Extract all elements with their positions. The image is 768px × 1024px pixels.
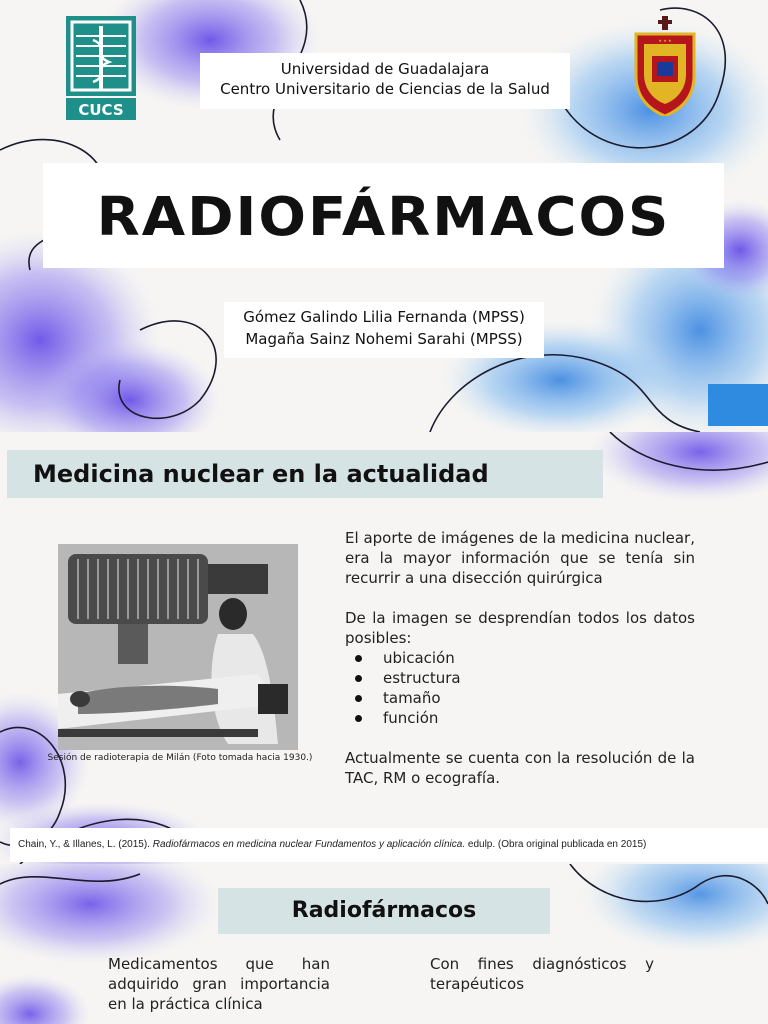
cover-slide	[0, 0, 768, 432]
author-1: Gómez Galindo Lilia Fernanda (MPSS)	[243, 308, 525, 326]
section-title: Medicina nuclear en la actualidad	[33, 460, 489, 488]
left-text-column: Medicamentos que han adquirido gran importancia en la práctica clínica	[108, 955, 330, 1013]
bullet-list	[355, 648, 695, 728]
bullet-icon	[355, 715, 362, 722]
reference-box	[10, 828, 768, 862]
bullet-icon	[355, 675, 362, 682]
main-title: RADIOFÁRMACOS	[96, 186, 671, 249]
right-text-column: Con fines diagnósticos y terapéuticos	[430, 955, 654, 993]
content-column	[345, 528, 695, 788]
paragraph-2: De la imagen se desprendían todos los datos posibles:	[345, 609, 695, 647]
authors-box	[224, 302, 544, 358]
svg-text:★ ★ ★: ★ ★ ★	[658, 38, 672, 43]
cucs-logo	[66, 16, 136, 120]
reference-citation: Chain, Y., & Illanes, L. (2015). Radiofármacos en medicina nuclear Fundamentos y aplicación clínica. edulp. (Obra original publicada en 2015)	[18, 839, 647, 850]
title-box	[43, 163, 724, 268]
section-title: Radiofármacos	[291, 898, 477, 923]
bullet-icon	[355, 655, 362, 662]
paragraph-1: El aporte de imágenes de la medicina nuclear, era la mayor información que se tenía sin recurrir a una disección quirúrgica	[345, 529, 695, 587]
list-item: estructura	[355, 668, 695, 688]
nuclear-medicine-slide	[0, 432, 768, 864]
udg-shield-logo	[630, 16, 700, 116]
list-item: tamaño	[355, 688, 695, 708]
section-banner	[7, 450, 603, 498]
section-banner	[218, 888, 550, 934]
historical-radiotherapy-photo	[58, 544, 298, 750]
bullet-icon	[355, 695, 362, 702]
blue-accent-block	[708, 384, 768, 426]
radiopharmaceuticals-slide	[0, 864, 768, 1024]
university-name: Universidad de Guadalajara	[280, 60, 490, 78]
center-name: Centro Universitario de Ciencias de la Salud	[220, 80, 550, 98]
cucs-logo-text: CUCS	[78, 101, 124, 119]
university-header	[200, 53, 570, 109]
photo-caption: Sesión de radioterapia de Milán (Foto tomada hacia 1930.)	[47, 753, 313, 763]
list-item: ubicación	[355, 648, 695, 668]
paragraph-3: Actualmente se cuenta con la resolución de la TAC, RM o ecografía.	[345, 749, 695, 787]
list-item: función	[355, 708, 695, 728]
author-2: Magaña Sainz Nohemi Sarahi (MPSS)	[245, 330, 523, 348]
